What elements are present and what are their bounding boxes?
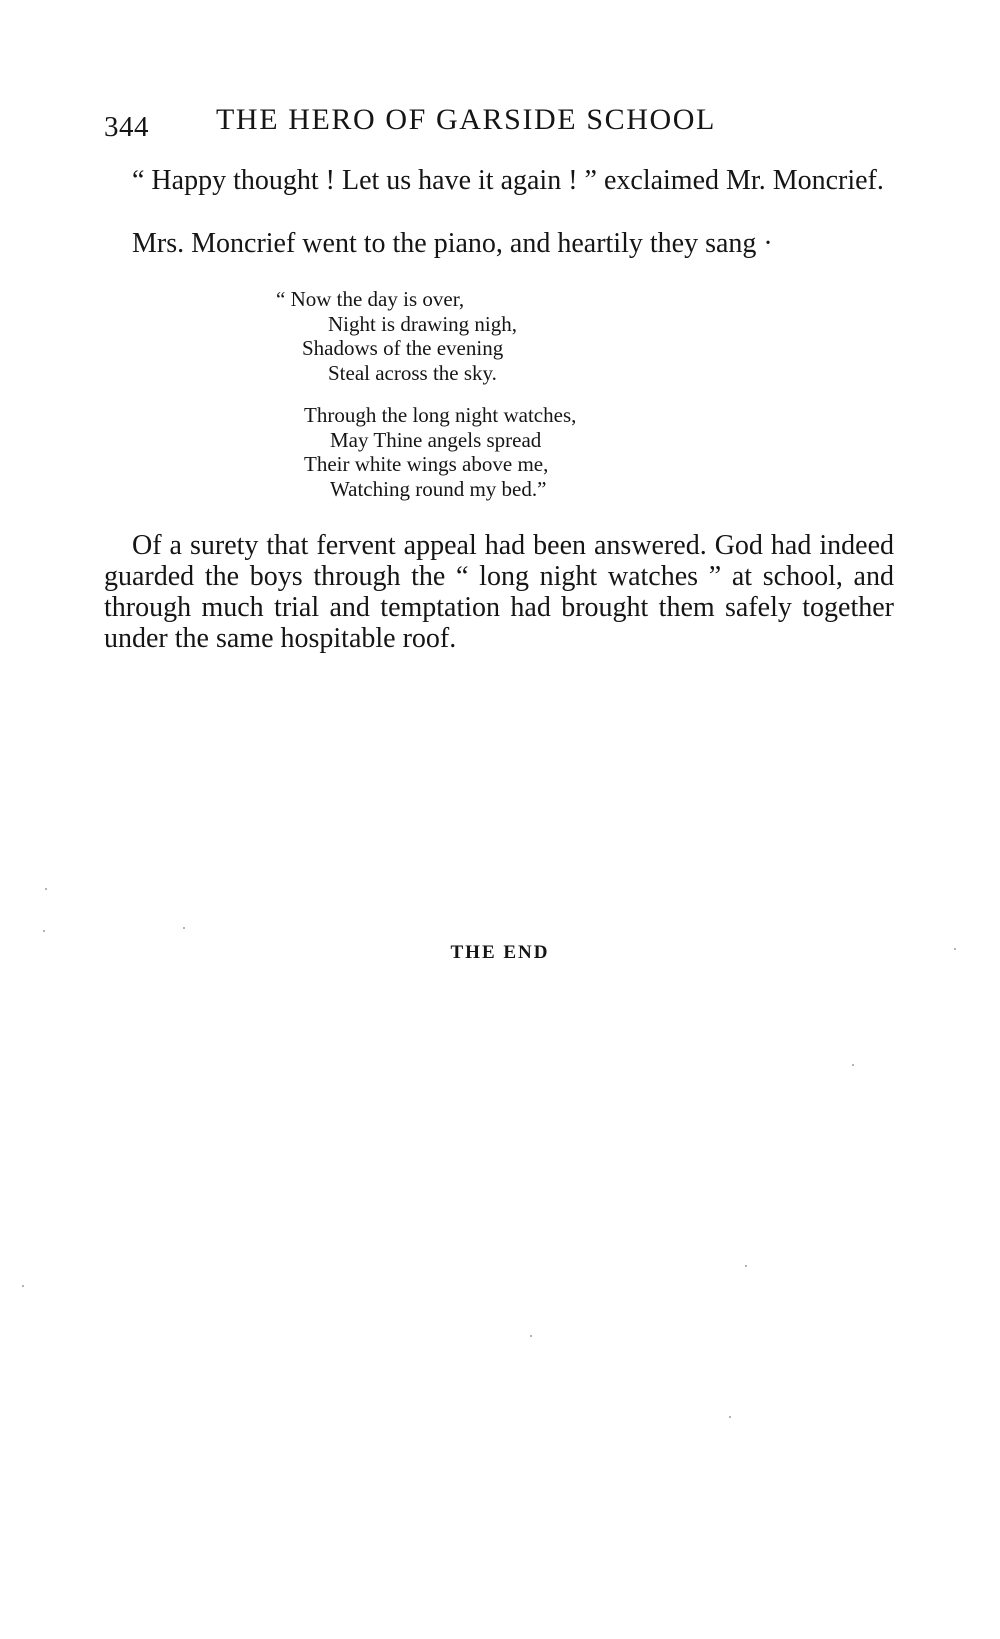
scan-speck [729,1416,731,1418]
scan-speck [22,1285,24,1287]
poem-line: Night is drawing nigh, [328,311,517,336]
poem-line: Shadows of the evening [302,336,504,360]
running-header [104,103,894,143]
second-paragraph: Mrs. Moncrief went to the piano, and heartily they sang · [132,228,773,259]
poem-stanza-2 [276,403,756,501]
poem-stanza-1 [276,287,756,385]
poem-line: Watching round my bed.” [330,476,547,501]
poem-line: May Thine angels spread [330,427,542,452]
scan-speck [45,888,47,890]
opening-paragraph: “ Happy thought ! Let us have it again ! ” exclaimed Mr. Moncrief. [132,165,884,196]
page-number: 344 [104,111,149,143]
scan-speck [745,1265,747,1267]
scan-speck [43,930,45,932]
running-title: THE HERO OF GARSIDE SCHOOL [216,103,716,136]
poem-line: “ Now the day is over, [276,287,465,311]
poem-line: Steal across the sky. [328,360,497,385]
scan-speck [852,1064,854,1066]
scan-speck [183,927,185,929]
poem-line: Their white wings above me, [304,452,549,476]
scan-speck [954,948,956,950]
poem-line: Through the long night watches, [304,403,577,427]
scan-speck [530,1335,532,1337]
closing-paragraph: Of a surety that fervent appeal had been answered. God had indeed guarded the boys through the “ long night watches ” at school, and through much trial and temptation had brought them safely together under the same hospitable roof. [104,530,894,654]
the-end-label: THE END [450,942,550,963]
